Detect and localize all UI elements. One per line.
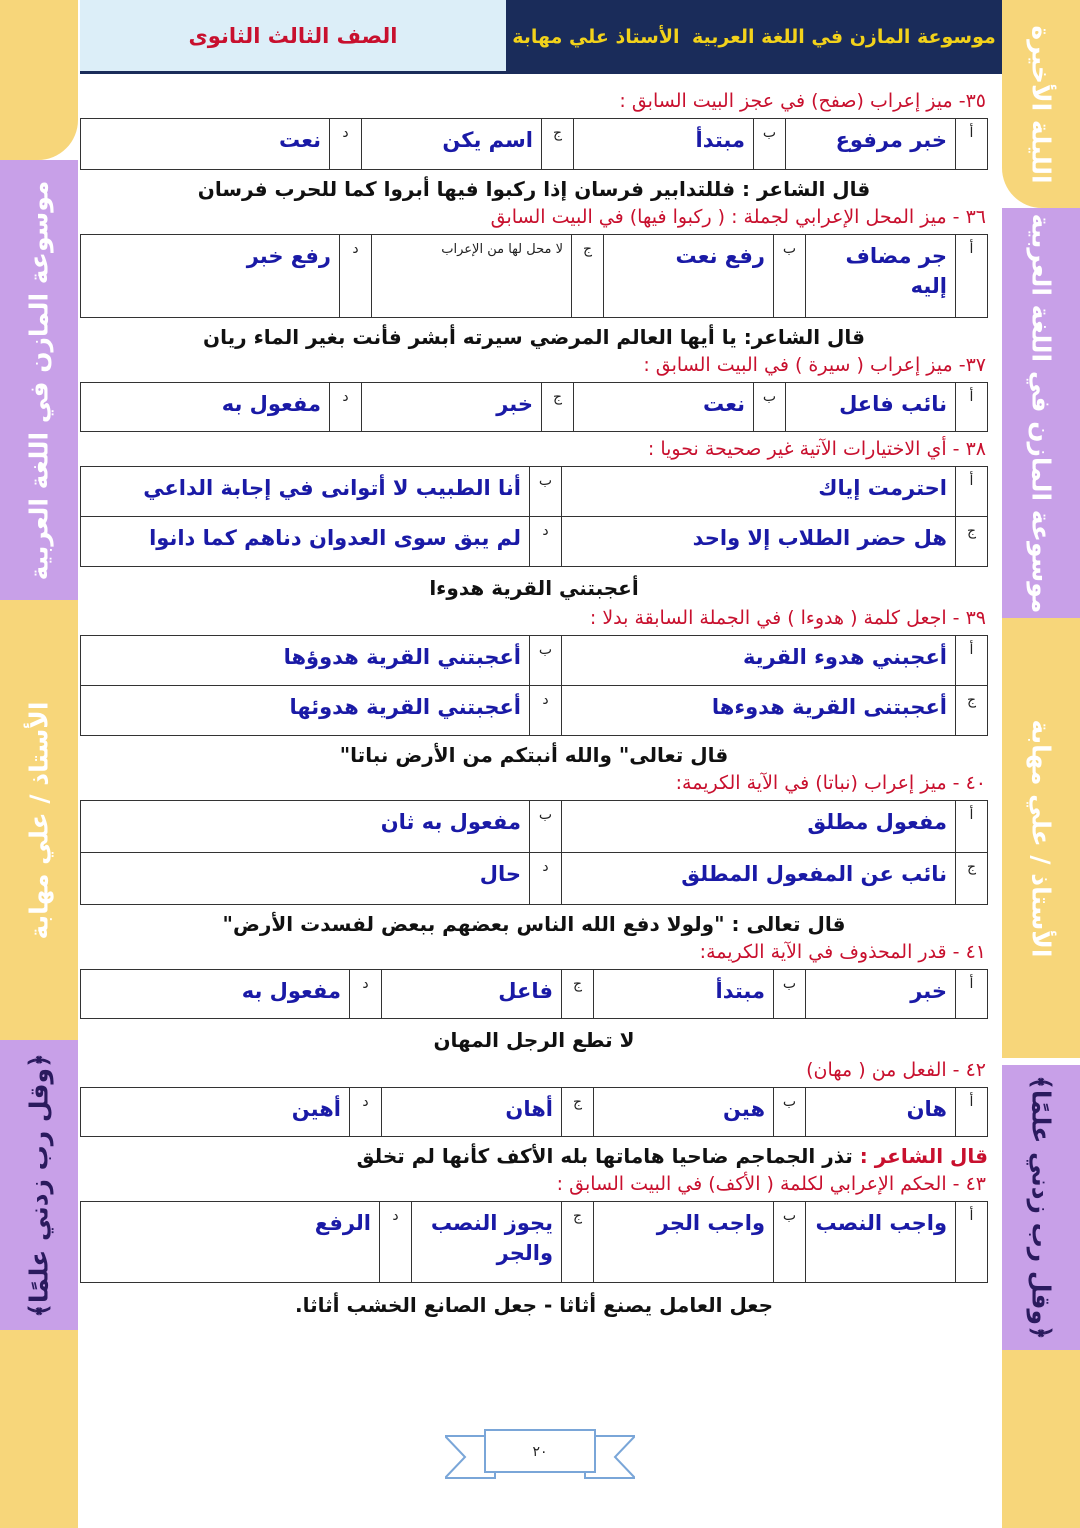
letter-d: د bbox=[330, 383, 362, 432]
choice-a[interactable]: مفعول مطلق bbox=[562, 801, 956, 853]
letter-a: أ bbox=[956, 467, 988, 517]
choice-c[interactable]: يجوز النصب والجر bbox=[412, 1202, 562, 1283]
choice-b[interactable]: أنا الطبيب لا أتوانى في إجابة الداعي bbox=[81, 467, 530, 517]
choice-a[interactable]: نائب فاعل bbox=[786, 383, 956, 432]
letter-d: د bbox=[350, 970, 382, 1019]
right-strip-top bbox=[1002, 0, 1080, 208]
choice-c[interactable]: اسم يكن bbox=[362, 119, 542, 170]
statement-39: أعجبتني القرية هدوءا bbox=[429, 576, 639, 600]
choice-c[interactable]: أهان bbox=[382, 1088, 562, 1137]
choice-d[interactable]: مفعول به bbox=[81, 383, 330, 432]
letter-d: د bbox=[380, 1202, 412, 1283]
choice-d[interactable]: رفع خبر bbox=[81, 235, 340, 318]
question-35: ٣٥- ميز إعراب (صفح) في عجز البيت السابق : bbox=[619, 90, 986, 112]
letter-d: د bbox=[530, 517, 562, 567]
header-bar bbox=[506, 0, 1002, 74]
choices-36 bbox=[80, 234, 988, 318]
left-strip-prayer bbox=[0, 1040, 78, 1330]
left-strip-series bbox=[0, 160, 78, 600]
choice-b[interactable]: مبتدأ bbox=[574, 119, 754, 170]
left-strip-top bbox=[0, 0, 78, 160]
choice-a[interactable]: واجب النصب bbox=[806, 1202, 956, 1283]
statement-42: لا تطع الرجل المهان bbox=[433, 1028, 635, 1052]
letter-a: أ bbox=[956, 383, 988, 432]
question-39: ٣٩ - اجعل كلمة ( هدوءا ) في الجملة السابقة بدلا : bbox=[589, 607, 986, 629]
choice-d[interactable]: أعجبتني القرية هدوئها bbox=[81, 686, 530, 736]
choice-c[interactable]: فاعل bbox=[382, 970, 562, 1019]
choices-40 bbox=[80, 800, 988, 905]
choice-b[interactable]: مبتدأ bbox=[594, 970, 774, 1019]
left-strip-prayer-text: ﴿وقل رب زدني علمًا﴾ bbox=[24, 1052, 54, 1318]
choice-b[interactable]: مفعول به ثان bbox=[81, 801, 530, 853]
letter-b: ب bbox=[774, 235, 806, 318]
choice-c[interactable]: نائب عن المفعول المطلق bbox=[562, 853, 956, 905]
choice-b[interactable]: هين bbox=[594, 1088, 774, 1137]
choice-c[interactable]: أعجبتنى القرية هدوءها bbox=[562, 686, 956, 736]
choice-c[interactable]: هل حضر الطلاب إلا واحد bbox=[562, 517, 956, 567]
right-strip-teacher bbox=[1002, 618, 1080, 1058]
choice-a[interactable]: جر مضاف إليه bbox=[806, 235, 956, 318]
letter-b: ب bbox=[530, 801, 562, 853]
letter-b: ب bbox=[754, 383, 786, 432]
choice-b[interactable]: أعجبتني القرية هدوؤها bbox=[81, 636, 530, 686]
grade-text: الصف الثالث الثانوى bbox=[188, 23, 398, 48]
letter-c: ج bbox=[956, 686, 988, 736]
choice-b[interactable]: واجب الجر bbox=[594, 1202, 774, 1283]
choice-b[interactable]: رفع نعت bbox=[604, 235, 774, 318]
right-strip-prayer-text: ﴿وقل رب زدني علمًا﴾ bbox=[1026, 1075, 1056, 1340]
letter-a: أ bbox=[956, 235, 988, 318]
letter-d: د bbox=[330, 119, 362, 170]
left-strip-bottom bbox=[0, 1330, 78, 1528]
choices-41 bbox=[80, 969, 988, 1019]
left-strip-series-text: موسوعة المازن في اللغة العربية bbox=[24, 180, 54, 580]
choice-d[interactable]: حال bbox=[81, 853, 530, 905]
question-37: ٣٧- ميز إعراب ( سيرة ) في البيت السابق : bbox=[643, 354, 986, 376]
choice-a[interactable]: احترمت إياك bbox=[562, 467, 956, 517]
choice-d[interactable]: الرفع bbox=[81, 1202, 380, 1283]
worksheet-content bbox=[80, 88, 988, 1323]
letter-a: أ bbox=[956, 636, 988, 686]
letter-d: د bbox=[350, 1088, 382, 1137]
letter-a: أ bbox=[956, 119, 988, 170]
letter-c: ج bbox=[562, 1088, 594, 1137]
choice-a[interactable]: خبر مرفوع bbox=[786, 119, 956, 170]
question-43: ٤٣ - الحكم الإعرابي لكلمة ( الأكف) في البيت السابق : bbox=[556, 1173, 986, 1195]
letter-b: ب bbox=[774, 1202, 806, 1283]
right-strip-series bbox=[1002, 208, 1080, 618]
choice-b[interactable]: نعت bbox=[574, 383, 754, 432]
question-38: ٣٨ - أي الاختيارات الآتية غير صحيحة نحويا : bbox=[647, 438, 986, 460]
left-strip-teacher bbox=[0, 600, 78, 1040]
statement-36: قال الشاعر : فللتدابير فرسان إذا ركبوا فيها أبروا كما للحرب فرسان bbox=[197, 177, 871, 201]
choices-38 bbox=[80, 466, 988, 567]
page-number: ٢٠ bbox=[532, 1444, 548, 1460]
letter-a: أ bbox=[956, 1202, 988, 1283]
choice-d[interactable]: نعت bbox=[81, 119, 330, 170]
right-strip-teacher-text: الأستاذ / علي مهابة bbox=[1026, 719, 1056, 957]
statement-43 bbox=[80, 1141, 988, 1171]
series-title: موسوعة المازن في اللغة العربية bbox=[691, 26, 996, 48]
letter-c: ج bbox=[562, 1202, 594, 1283]
choice-d[interactable]: مفعول به bbox=[81, 970, 350, 1019]
statement-40: قال تعالى" والله أنبتكم من الأرض نباتا" bbox=[339, 743, 729, 767]
letter-a: أ bbox=[956, 970, 988, 1019]
right-strip-prayer bbox=[1002, 1065, 1080, 1350]
question-41: ٤١ - قدر المحذوف في الآية الكريمة: bbox=[699, 941, 986, 963]
letter-c: ج bbox=[956, 853, 988, 905]
right-strip-series-text: موسوعة المازن في اللغة العربية bbox=[1026, 213, 1056, 613]
letter-c: ج bbox=[572, 235, 604, 318]
statement-43-text: تذر الجماجم ضاحيا هاماتها بله الأكف كأنها لم تخلق bbox=[356, 1144, 853, 1168]
statement-44: جعل العامل يصنع أثاثا - جعل الصانع الخشب أثاثا. bbox=[295, 1293, 773, 1317]
letter-c: ج bbox=[542, 383, 574, 432]
letter-a: أ bbox=[956, 801, 988, 853]
choice-c[interactable]: لا محل لها من الإعراب bbox=[372, 235, 572, 318]
left-strip-teacher-text: الأستاذ / علي مهابة bbox=[24, 701, 54, 939]
teacher-name: الأستاذ علي مهابة bbox=[512, 26, 680, 48]
letter-b: ب bbox=[774, 970, 806, 1019]
letter-b: ب bbox=[530, 467, 562, 517]
grade-label bbox=[80, 0, 506, 74]
letter-b: ب bbox=[774, 1088, 806, 1137]
choice-d[interactable]: لم يبق سوى العدوان دناهم كما دانوا bbox=[81, 517, 530, 567]
right-strip-bottom bbox=[1002, 1350, 1080, 1528]
letter-c: ج bbox=[956, 517, 988, 567]
letter-c: ج bbox=[562, 970, 594, 1019]
letter-d: د bbox=[530, 853, 562, 905]
choices-39 bbox=[80, 635, 988, 736]
right-strip-top-text: الليلة الأخيرة bbox=[1026, 24, 1056, 184]
choice-d[interactable]: أهين bbox=[81, 1088, 350, 1137]
question-40: ٤٠ - ميز إعراب (نباتا) في الآية الكريمة: bbox=[675, 772, 986, 794]
choices-37 bbox=[80, 382, 988, 432]
statement-41: قال تعالى : "ولولا دفع الله الناس بعضهم ببعض لفسدت الأرض" bbox=[222, 912, 846, 936]
letter-c: ج bbox=[542, 119, 574, 170]
statement-43-label: قال الشاعر : bbox=[859, 1144, 988, 1168]
question-42: ٤٢ - الفعل من ( مهان) bbox=[806, 1059, 986, 1081]
choice-a[interactable]: أعجبني هدوء القرية bbox=[562, 636, 956, 686]
letter-d: د bbox=[530, 686, 562, 736]
choice-a[interactable]: هان bbox=[806, 1088, 956, 1137]
choices-42 bbox=[80, 1087, 988, 1137]
statement-37: قال الشاعر: يا أيها العالم المرضي سيرته أبشر فأنت بغير الماء ريان bbox=[203, 325, 865, 349]
choice-a[interactable]: خبر bbox=[806, 970, 956, 1019]
choices-35 bbox=[80, 118, 988, 170]
choices-43 bbox=[80, 1201, 988, 1283]
letter-b: ب bbox=[754, 119, 786, 170]
question-36: ٣٦ - ميز المحل الإعرابي لجملة : ( ركبوا فيها) في البيت السابق bbox=[490, 206, 986, 228]
choice-c[interactable]: خبر bbox=[362, 383, 542, 432]
letter-d: د bbox=[340, 235, 372, 318]
letter-a: أ bbox=[956, 1088, 988, 1137]
letter-b: ب bbox=[530, 636, 562, 686]
